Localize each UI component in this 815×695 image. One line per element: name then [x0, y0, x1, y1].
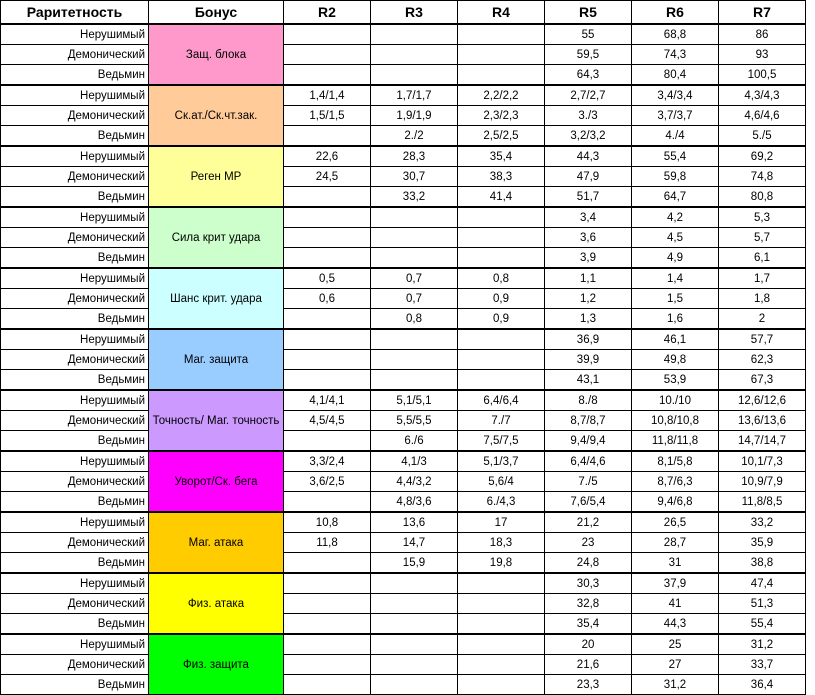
- value-cell-r7: 74,8: [719, 167, 806, 187]
- value-cell-r2: 22,6: [284, 146, 371, 167]
- value-cell-r3: 6./6: [371, 431, 458, 452]
- table-row: [1, 309, 806, 330]
- value-cell-r4: 17: [458, 512, 545, 533]
- value-cell-r4: 0,9: [458, 289, 545, 309]
- value-cell-r4: 19,8: [458, 553, 545, 574]
- value-cell-r4: [458, 573, 545, 594]
- value-cell-r4: 7./7: [458, 411, 545, 431]
- value-cell-r5: 30,3: [545, 573, 632, 594]
- rarity-cell: Ведьмин: [1, 65, 149, 86]
- rarity-cell: Нерушимый: [1, 146, 149, 167]
- value-cell-r2: [284, 187, 371, 208]
- value-cell-r7: 93: [719, 45, 806, 65]
- value-cell-r6: 68,8: [632, 24, 719, 45]
- value-cell-r5: 39,9: [545, 350, 632, 370]
- value-cell-r7: 62,3: [719, 350, 806, 370]
- table-row: [1, 248, 806, 269]
- table-row: [1, 45, 806, 65]
- header-r5: R5: [545, 1, 632, 25]
- value-cell-r2: [284, 675, 371, 695]
- bonus-cell: Шанс крит. удара: [149, 268, 284, 329]
- value-cell-r2: [284, 65, 371, 86]
- value-cell-r3: 4,1/3: [371, 451, 458, 472]
- rarity-cell: Нерушимый: [1, 573, 149, 594]
- value-cell-r3: 33,2: [371, 187, 458, 208]
- value-cell-r6: 26,5: [632, 512, 719, 533]
- value-cell-r4: 6,4/6,4: [458, 390, 545, 411]
- value-cell-r2: [284, 24, 371, 45]
- rarity-cell: Демонический: [1, 45, 149, 65]
- value-cell-r6: 49,8: [632, 350, 719, 370]
- table-row: [1, 553, 806, 574]
- value-cell-r7: 14,7/14,7: [719, 431, 806, 452]
- value-cell-r3: 4,8/3,6: [371, 492, 458, 513]
- value-cell-r6: 10,8/10,8: [632, 411, 719, 431]
- value-cell-r5: 51,7: [545, 187, 632, 208]
- value-cell-r2: 0,6: [284, 289, 371, 309]
- value-cell-r6: 28,7: [632, 533, 719, 553]
- value-cell-r2: [284, 492, 371, 513]
- rarity-cell: Нерушимый: [1, 85, 149, 106]
- rarity-cell: Демонический: [1, 411, 149, 431]
- rarity-cell: Ведьмин: [1, 126, 149, 147]
- value-cell-r2: [284, 207, 371, 228]
- value-cell-r3: 0,7: [371, 289, 458, 309]
- value-cell-r4: [458, 594, 545, 614]
- value-cell-r6: 3,4/3,4: [632, 85, 719, 106]
- value-cell-r7: 33,7: [719, 655, 806, 675]
- value-cell-r4: [458, 24, 545, 45]
- value-cell-r2: [284, 248, 371, 269]
- value-cell-r6: 4,2: [632, 207, 719, 228]
- value-cell-r2: 24,5: [284, 167, 371, 187]
- value-cell-r6: 4,5: [632, 228, 719, 248]
- value-cell-r4: 2,2/2,2: [458, 85, 545, 106]
- value-cell-r6: 55,4: [632, 146, 719, 167]
- rarity-cell: Ведьмин: [1, 553, 149, 574]
- value-cell-r7: 33,2: [719, 512, 806, 533]
- value-cell-r5: 21,6: [545, 655, 632, 675]
- value-cell-r7: 80,8: [719, 187, 806, 208]
- value-cell-r6: 59,8: [632, 167, 719, 187]
- value-cell-r5: 24,8: [545, 553, 632, 574]
- value-cell-r2: 1,5/1,5: [284, 106, 371, 126]
- value-cell-r5: 1,2: [545, 289, 632, 309]
- value-cell-r5: 8./8: [545, 390, 632, 411]
- value-cell-r5: 64,3: [545, 65, 632, 86]
- value-cell-r2: 0,5: [284, 268, 371, 289]
- bonus-cell: Маг. защита: [149, 329, 284, 390]
- value-cell-r4: [458, 634, 545, 655]
- value-cell-r7: 13,6/13,6: [719, 411, 806, 431]
- value-cell-r3: 1,7/1,7: [371, 85, 458, 106]
- value-cell-r6: 3,7/3,7: [632, 106, 719, 126]
- value-cell-r3: 2./2: [371, 126, 458, 147]
- value-cell-r3: 28,3: [371, 146, 458, 167]
- value-cell-r2: [284, 573, 371, 594]
- bonus-cell: Маг. атака: [149, 512, 284, 573]
- table-row: [1, 370, 806, 391]
- value-cell-r6: 31: [632, 553, 719, 574]
- value-cell-r2: 3,6/2,5: [284, 472, 371, 492]
- value-cell-r7: 2: [719, 309, 806, 330]
- value-cell-r7: 100,5: [719, 65, 806, 86]
- value-cell-r2: 1,4/1,4: [284, 85, 371, 106]
- value-cell-r6: 1,4: [632, 268, 719, 289]
- table-row: [1, 411, 806, 431]
- value-cell-r5: 47,9: [545, 167, 632, 187]
- value-cell-r4: 5,1/3,7: [458, 451, 545, 472]
- value-cell-r7: 67,3: [719, 370, 806, 391]
- rarity-cell: Демонический: [1, 228, 149, 248]
- value-cell-r2: [284, 309, 371, 330]
- bonus-cell: Уворот/Ск. бега: [149, 451, 284, 512]
- value-cell-r4: 2,5/2,5: [458, 126, 545, 147]
- rarity-cell: Нерушимый: [1, 451, 149, 472]
- value-cell-r3: [371, 614, 458, 635]
- table-row: [1, 390, 806, 411]
- rarity-cell: Нерушимый: [1, 390, 149, 411]
- rarity-cell: Демонический: [1, 167, 149, 187]
- rarity-cell: Демонический: [1, 289, 149, 309]
- value-cell-r4: [458, 370, 545, 391]
- value-cell-r3: [371, 370, 458, 391]
- value-cell-r5: 44,3: [545, 146, 632, 167]
- value-cell-r3: [371, 24, 458, 45]
- value-cell-r3: 5,1/5,1: [371, 390, 458, 411]
- table-row: [1, 512, 806, 533]
- value-cell-r3: [371, 655, 458, 675]
- bonus-cell: Сила крит удара: [149, 207, 284, 268]
- value-cell-r5: 20: [545, 634, 632, 655]
- value-cell-r5: 1,3: [545, 309, 632, 330]
- rarity-cell: Демонический: [1, 350, 149, 370]
- value-cell-r5: 7./5: [545, 472, 632, 492]
- value-cell-r2: [284, 228, 371, 248]
- value-cell-r3: [371, 634, 458, 655]
- value-cell-r4: [458, 655, 545, 675]
- value-cell-r3: [371, 65, 458, 86]
- value-cell-r7: 35,9: [719, 533, 806, 553]
- value-cell-r5: 3,2/3,2: [545, 126, 632, 147]
- bonus-cell: Защ. блока: [149, 24, 284, 85]
- rarity-cell: Демонический: [1, 655, 149, 675]
- value-cell-r7: 55,4: [719, 614, 806, 635]
- header-r4: R4: [458, 1, 545, 25]
- value-cell-r2: 11,8: [284, 533, 371, 553]
- table-row: [1, 329, 806, 350]
- value-cell-r5: 55: [545, 24, 632, 45]
- value-cell-r5: 7,6/5,4: [545, 492, 632, 513]
- value-cell-r7: 10,9/7,9: [719, 472, 806, 492]
- header-bonus: Бонус: [149, 1, 284, 25]
- rarity-cell: Демонический: [1, 594, 149, 614]
- value-cell-r2: 10,8: [284, 512, 371, 533]
- value-cell-r7: 10,1/7,3: [719, 451, 806, 472]
- value-cell-r3: [371, 675, 458, 695]
- value-cell-r3: 13,6: [371, 512, 458, 533]
- value-cell-r2: [284, 553, 371, 574]
- value-cell-r7: 38,8: [719, 553, 806, 574]
- header-r3: R3: [371, 1, 458, 25]
- header-r2: R2: [284, 1, 371, 25]
- rarity-cell: Ведьмин: [1, 492, 149, 513]
- value-cell-r3: 15,9: [371, 553, 458, 574]
- value-cell-r2: 4,1/4,1: [284, 390, 371, 411]
- value-cell-r6: 4./4: [632, 126, 719, 147]
- value-cell-r6: 9,4/6,8: [632, 492, 719, 513]
- value-cell-r7: 12,6/12,6: [719, 390, 806, 411]
- table-row: [1, 146, 806, 167]
- value-cell-r2: [284, 126, 371, 147]
- table-row: [1, 675, 806, 695]
- value-cell-r7: 36,4: [719, 675, 806, 695]
- value-cell-r4: 5,6/4: [458, 472, 545, 492]
- header-rarity: Раритетность: [1, 1, 149, 25]
- value-cell-r7: 6,1: [719, 248, 806, 269]
- value-cell-r2: 3,3/2,4: [284, 451, 371, 472]
- value-cell-r3: [371, 594, 458, 614]
- value-cell-r6: 27: [632, 655, 719, 675]
- value-cell-r5: 3,9: [545, 248, 632, 269]
- value-cell-r5: 32,8: [545, 594, 632, 614]
- value-cell-r5: 8,7/8,7: [545, 411, 632, 431]
- value-cell-r5: 59,5: [545, 45, 632, 65]
- table-row: [1, 187, 806, 208]
- value-cell-r5: 23,3: [545, 675, 632, 695]
- rarity-cell: Нерушимый: [1, 634, 149, 655]
- value-cell-r4: 41,4: [458, 187, 545, 208]
- value-cell-r6: 8,7/6,3: [632, 472, 719, 492]
- value-cell-r4: 0,9: [458, 309, 545, 330]
- value-cell-r5: 6,4/4,6: [545, 451, 632, 472]
- value-cell-r2: [284, 350, 371, 370]
- value-cell-r3: [371, 329, 458, 350]
- value-cell-r7: 1,7: [719, 268, 806, 289]
- table-row: [1, 350, 806, 370]
- value-cell-r3: 1,9/1,9: [371, 106, 458, 126]
- value-cell-r5: 3./3: [545, 106, 632, 126]
- bonus-cell: Физ. защита: [149, 634, 284, 695]
- value-cell-r5: 3,4: [545, 207, 632, 228]
- table-row: [1, 594, 806, 614]
- table-row: [1, 85, 806, 106]
- rarity-cell: Нерушимый: [1, 268, 149, 289]
- value-cell-r7: 51,3: [719, 594, 806, 614]
- value-cell-r6: 64,7: [632, 187, 719, 208]
- table-row: [1, 431, 806, 452]
- value-cell-r4: 18,3: [458, 533, 545, 553]
- value-cell-r3: [371, 573, 458, 594]
- value-cell-r4: [458, 228, 545, 248]
- value-cell-r3: 0,8: [371, 309, 458, 330]
- table-row: [1, 167, 806, 187]
- value-cell-r6: 1,6: [632, 309, 719, 330]
- value-cell-r5: 2,7/2,7: [545, 85, 632, 106]
- value-cell-r3: [371, 248, 458, 269]
- value-cell-r5: 9,4/9,4: [545, 431, 632, 452]
- table-row: [1, 634, 806, 655]
- value-cell-r4: 6./4,3: [458, 492, 545, 513]
- value-cell-r3: [371, 350, 458, 370]
- rarity-cell: Нерушимый: [1, 207, 149, 228]
- table-row: [1, 614, 806, 635]
- value-cell-r3: [371, 207, 458, 228]
- rarity-cell: Нерушимый: [1, 24, 149, 45]
- value-cell-r5: 36,9: [545, 329, 632, 350]
- rarity-cell: Ведьмин: [1, 187, 149, 208]
- value-cell-r6: 46,1: [632, 329, 719, 350]
- table-row: [1, 492, 806, 513]
- value-cell-r5: 23: [545, 533, 632, 553]
- value-cell-r5: 35,4: [545, 614, 632, 635]
- rarity-cell: Нерушимый: [1, 329, 149, 350]
- table-row: [1, 24, 806, 45]
- value-cell-r3: 0,7: [371, 268, 458, 289]
- value-cell-r7: 57,7: [719, 329, 806, 350]
- rarity-cell: Ведьмин: [1, 614, 149, 635]
- value-cell-r2: [284, 614, 371, 635]
- header-row: [1, 1, 806, 25]
- rarity-cell: Ведьмин: [1, 370, 149, 391]
- table-row: [1, 106, 806, 126]
- value-cell-r7: 31,2: [719, 634, 806, 655]
- value-cell-r6: 4,9: [632, 248, 719, 269]
- header-r6: R6: [632, 1, 719, 25]
- value-cell-r4: [458, 45, 545, 65]
- value-cell-r3: 5,5/5,5: [371, 411, 458, 431]
- value-cell-r2: [284, 655, 371, 675]
- table-body: [1, 24, 806, 695]
- value-cell-r4: 2,3/2,3: [458, 106, 545, 126]
- value-cell-r7: 1,8: [719, 289, 806, 309]
- value-cell-r2: [284, 594, 371, 614]
- value-cell-r7: 86: [719, 24, 806, 45]
- value-cell-r5: 3,6: [545, 228, 632, 248]
- value-cell-r7: 5./5: [719, 126, 806, 147]
- value-cell-r2: 4,5/4,5: [284, 411, 371, 431]
- rarity-cell: Демонический: [1, 472, 149, 492]
- value-cell-r5: 43,1: [545, 370, 632, 391]
- table-row: [1, 65, 806, 86]
- value-cell-r7: 5,3: [719, 207, 806, 228]
- bonus-cell: Физ. атака: [149, 573, 284, 634]
- value-cell-r4: [458, 350, 545, 370]
- table-row: [1, 228, 806, 248]
- value-cell-r7: 5,7: [719, 228, 806, 248]
- value-cell-r4: [458, 207, 545, 228]
- value-cell-r6: 37,9: [632, 573, 719, 594]
- table-row: [1, 655, 806, 675]
- value-cell-r6: 10./10: [632, 390, 719, 411]
- rarity-cell: Демонический: [1, 533, 149, 553]
- value-cell-r7: 4,3/4,3: [719, 85, 806, 106]
- value-cell-r7: 47,4: [719, 573, 806, 594]
- value-cell-r4: 7,5/7,5: [458, 431, 545, 452]
- table-row: [1, 451, 806, 472]
- value-cell-r2: [284, 370, 371, 391]
- value-cell-r3: [371, 228, 458, 248]
- value-cell-r6: 80,4: [632, 65, 719, 86]
- value-cell-r3: 4,4/3,2: [371, 472, 458, 492]
- value-cell-r6: 11,8/11,8: [632, 431, 719, 452]
- value-cell-r4: [458, 65, 545, 86]
- value-cell-r4: 0,8: [458, 268, 545, 289]
- value-cell-r5: 21,2: [545, 512, 632, 533]
- table-row: [1, 289, 806, 309]
- bonus-cell: Реген МР: [149, 146, 284, 207]
- value-cell-r7: 69,2: [719, 146, 806, 167]
- header-r7: R7: [719, 1, 806, 25]
- table-row: [1, 472, 806, 492]
- value-cell-r6: 41: [632, 594, 719, 614]
- value-cell-r6: 74,3: [632, 45, 719, 65]
- rarity-cell: Ведьмин: [1, 675, 149, 695]
- value-cell-r3: 14,7: [371, 533, 458, 553]
- value-cell-r6: 1,5: [632, 289, 719, 309]
- value-cell-r6: 31,2: [632, 675, 719, 695]
- value-cell-r5: 1,1: [545, 268, 632, 289]
- rarity-cell: Ведьмин: [1, 431, 149, 452]
- value-cell-r3: [371, 45, 458, 65]
- value-cell-r6: 44,3: [632, 614, 719, 635]
- value-cell-r2: [284, 634, 371, 655]
- value-cell-r6: 8,1/5,8: [632, 451, 719, 472]
- rarity-cell: Демонический: [1, 106, 149, 126]
- value-cell-r7: 11,8/8,5: [719, 492, 806, 513]
- value-cell-r4: [458, 248, 545, 269]
- value-cell-r2: [284, 431, 371, 452]
- table-row: [1, 268, 806, 289]
- value-cell-r6: 25: [632, 634, 719, 655]
- bonus-cell: Точность/ Маг. точность: [149, 390, 284, 451]
- table-row: [1, 573, 806, 594]
- value-cell-r4: 38,3: [458, 167, 545, 187]
- value-cell-r7: 4,6/4,6: [719, 106, 806, 126]
- rarity-cell: Ведьмин: [1, 309, 149, 330]
- table-row: [1, 126, 806, 147]
- table-row: [1, 533, 806, 553]
- rarity-cell: Ведьмин: [1, 248, 149, 269]
- table-row: [1, 207, 806, 228]
- value-cell-r4: [458, 675, 545, 695]
- value-cell-r4: [458, 329, 545, 350]
- value-cell-r4: 35,4: [458, 146, 545, 167]
- value-cell-r2: [284, 45, 371, 65]
- value-cell-r6: 53,9: [632, 370, 719, 391]
- bonus-cell: Ск.ат./Ск.чт.зак.: [149, 85, 284, 146]
- rarity-cell: Нерушимый: [1, 512, 149, 533]
- value-cell-r4: [458, 614, 545, 635]
- value-cell-r3: 30,7: [371, 167, 458, 187]
- value-cell-r2: [284, 329, 371, 350]
